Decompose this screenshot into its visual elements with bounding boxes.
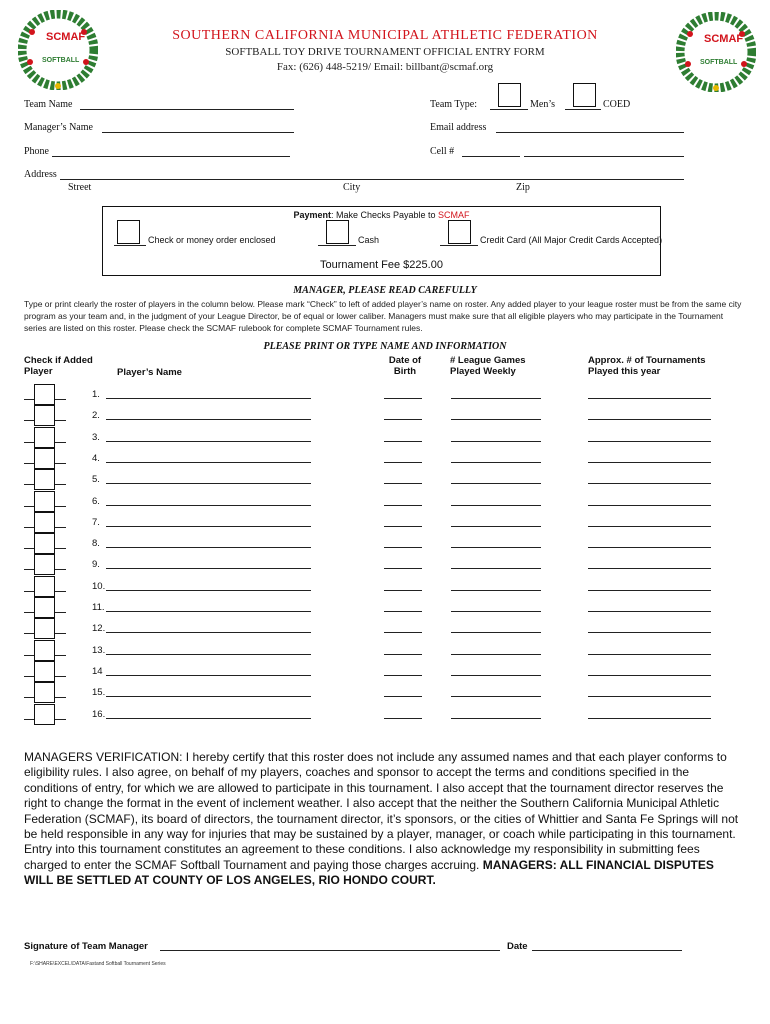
row-number: 11.	[92, 602, 105, 613]
check-payment-label: Check or money order enclosed	[148, 235, 276, 245]
league-games-field[interactable]	[451, 645, 541, 655]
row-number: 5.	[92, 474, 100, 485]
tournaments-field[interactable]	[588, 453, 711, 463]
cell-label: Cell #	[430, 146, 455, 157]
league-games-field[interactable]	[451, 453, 541, 463]
email-label: Email address	[430, 122, 487, 133]
added-player-checkbox[interactable]	[34, 427, 55, 448]
team-name-field[interactable]	[80, 100, 294, 110]
dob-field[interactable]	[384, 602, 422, 612]
tournaments-field[interactable]	[588, 623, 711, 633]
tournaments-field[interactable]	[588, 432, 711, 442]
roster-row	[24, 491, 744, 512]
player-name-field[interactable]	[106, 432, 311, 442]
added-player-checkbox[interactable]	[34, 384, 55, 405]
row-number: 12.	[92, 623, 106, 634]
payment-text: : Make Checks Payable to	[330, 210, 439, 220]
payment-payee: SCMAF	[438, 210, 470, 220]
payment-instruction	[102, 210, 661, 220]
managers-verification	[24, 750, 744, 889]
added-player-checkbox[interactable]	[34, 640, 55, 661]
team-type-label: Team Type:	[430, 99, 478, 110]
phone-field[interactable]	[52, 147, 290, 157]
roster-row	[24, 469, 744, 490]
player-name-field[interactable]	[106, 709, 311, 719]
tournaments-field[interactable]	[588, 645, 711, 655]
tournaments-field[interactable]	[588, 389, 711, 399]
zip-label: Zip	[516, 182, 530, 193]
svg-text:SOFTBALL: SOFTBALL	[42, 57, 80, 64]
cell-area-field[interactable]	[462, 147, 520, 157]
added-player-checkbox[interactable]	[34, 704, 55, 725]
cell-number-field[interactable]	[524, 147, 684, 157]
player-name-field[interactable]	[106, 687, 311, 697]
row-number: 3.	[92, 432, 100, 443]
row-number: 4.	[92, 453, 100, 464]
col-dob-header	[385, 355, 425, 377]
col-check-header	[24, 355, 93, 377]
address-label: Address	[24, 169, 57, 180]
player-name-field[interactable]	[106, 645, 311, 655]
address-field[interactable]	[60, 170, 684, 180]
league-games-field[interactable]	[451, 666, 541, 676]
cash-payment-label: Cash	[358, 235, 380, 245]
verification-bold-text: MANAGERS: ALL FINANCIAL DISPUTES WILL BE SETTLED AT COUNTY OF LOS ANGELES, RIO HONDO COURT.	[24, 857, 714, 888]
roster-row	[24, 512, 744, 533]
added-player-checkbox[interactable]	[34, 405, 55, 426]
date-field[interactable]	[532, 942, 682, 951]
contact-info: Fax: (626) 448-5219/ Email: billbant@scmaf.org	[276, 61, 494, 73]
player-name-field[interactable]	[106, 410, 311, 420]
col-name-header: Player’s Name	[117, 367, 182, 378]
signature-label: Signature of Team Manager	[24, 941, 148, 952]
roster-row	[24, 533, 744, 554]
dob-field[interactable]	[384, 687, 422, 697]
form-title: SOUTHERN CALIFORNIA MUNICIPAL ATHLETIC FEDERATION	[172, 28, 598, 43]
tournaments-field[interactable]	[588, 410, 711, 420]
row-number: 6.	[92, 496, 100, 507]
dob-field[interactable]	[384, 666, 422, 676]
league-games-field[interactable]	[451, 602, 541, 612]
league-games-field[interactable]	[451, 432, 541, 442]
city-label: City	[343, 182, 361, 193]
dob-field[interactable]	[384, 432, 422, 442]
card-payment-checkbox[interactable]	[448, 220, 471, 244]
player-name-field[interactable]	[106, 666, 311, 676]
dob-field[interactable]	[384, 453, 422, 463]
player-name-field[interactable]	[106, 538, 311, 548]
mens-checkbox[interactable]	[498, 83, 521, 107]
tournaments-field[interactable]	[588, 709, 711, 719]
league-games-field[interactable]	[451, 410, 541, 420]
manager-notice-text: Type or print clearly the roster of players in the column below. Please mark “Check” to left of added player’s name on roster. Any added player to your league roster must be from the same city program as your team and, in the judgment of your League Director, be of equal or lower caliber. Managers must make sure that all eligible players who may participate in the Tournament series are listed on this roster. Please check the SCMAF rulebook for complete SCMAF Tournament rules.	[24, 299, 742, 333]
dob-field[interactable]	[384, 474, 422, 484]
roster-row	[24, 448, 744, 469]
form-subtitle: SOFTBALL TOY DRIVE TOURNAMENT OFFICIAL ENTRY FORM	[225, 46, 545, 58]
dob-field[interactable]	[384, 496, 422, 506]
email-field[interactable]	[496, 123, 684, 133]
league-games-field[interactable]	[451, 559, 541, 569]
roster-row	[24, 427, 744, 448]
added-player-checkbox[interactable]	[34, 491, 55, 512]
added-player-checkbox[interactable]	[34, 554, 55, 575]
svg-text:SOFTBALL: SOFTBALL	[700, 59, 738, 66]
player-name-field[interactable]	[106, 453, 311, 463]
tournament-fee: Tournament Fee $225.00	[320, 259, 443, 271]
roster-row	[24, 661, 744, 682]
team-name-label: Team Name	[24, 99, 73, 110]
added-player-checkbox[interactable]	[34, 597, 55, 618]
player-name-field[interactable]	[106, 623, 311, 633]
date-label: Date	[507, 941, 528, 952]
row-number: 15.	[92, 687, 106, 698]
check-payment-checkbox[interactable]	[117, 220, 140, 244]
coed-label: COED	[603, 99, 631, 110]
signature-field[interactable]	[160, 942, 500, 951]
tournaments-field[interactable]	[588, 687, 711, 697]
col-games-line2: Played Weekly	[450, 366, 516, 377]
league-games-field[interactable]	[451, 709, 541, 719]
dob-field[interactable]	[384, 559, 422, 569]
dob-field[interactable]	[384, 581, 422, 591]
tournaments-field[interactable]	[588, 496, 711, 506]
manager-name-field[interactable]	[102, 123, 294, 133]
player-name-field[interactable]	[106, 496, 311, 506]
row-number: 1.	[92, 389, 100, 400]
tournaments-field[interactable]	[588, 559, 711, 569]
row-number: 16.	[92, 709, 106, 720]
league-games-field[interactable]	[451, 474, 541, 484]
row-number: 9.	[92, 559, 100, 570]
tournaments-field[interactable]	[588, 538, 711, 548]
roster-row	[24, 384, 744, 405]
dob-field[interactable]	[384, 645, 422, 655]
player-name-field[interactable]	[106, 474, 311, 484]
added-player-checkbox[interactable]	[34, 533, 55, 554]
row-number: 13.	[92, 645, 106, 656]
roster-row	[24, 704, 744, 725]
dob-field[interactable]	[384, 389, 422, 399]
row-number: 7.	[92, 517, 100, 528]
tournaments-field[interactable]	[588, 517, 711, 527]
roster-row	[24, 640, 744, 661]
roster-row	[24, 554, 744, 575]
svg-text:SCMAF: SCMAF	[704, 33, 744, 45]
player-name-field[interactable]	[106, 517, 311, 527]
dob-field[interactable]	[384, 538, 422, 548]
row-number: 14	[92, 666, 103, 677]
tournaments-field[interactable]	[588, 666, 711, 676]
dob-field[interactable]	[384, 709, 422, 719]
tournaments-field[interactable]	[588, 581, 711, 591]
dob-field[interactable]	[384, 623, 422, 633]
col-dob-line1: Date of	[388, 355, 422, 366]
added-player-checkbox[interactable]	[34, 469, 55, 490]
row-number: 8.	[92, 538, 100, 549]
col-games-line1: # League Games	[450, 355, 526, 366]
player-name-field[interactable]	[106, 602, 311, 612]
roster-row	[24, 597, 744, 618]
dob-field[interactable]	[384, 517, 422, 527]
col-tourn-line1: Approx. # of Tournaments	[588, 355, 706, 366]
added-player-checkbox[interactable]	[34, 576, 55, 597]
col-tourn-header	[588, 355, 706, 377]
svg-text:SCMAF: SCMAF	[46, 31, 86, 43]
added-player-checkbox[interactable]	[34, 448, 55, 469]
phone-label: Phone	[24, 146, 49, 157]
manager-name-label: Manager’s Name	[24, 122, 93, 133]
col-games-header	[450, 355, 526, 377]
player-name-field[interactable]	[106, 581, 311, 591]
tournaments-field[interactable]	[588, 474, 711, 484]
payment-label: Payment	[293, 210, 331, 220]
mens-label: Men’s	[530, 99, 555, 110]
league-games-field[interactable]	[451, 538, 541, 548]
file-path-footer: F:\SHARE\EXCEL\DATA\Fastand Softball Tournament Series	[30, 961, 166, 967]
added-player-checkbox[interactable]	[34, 512, 55, 533]
league-games-field[interactable]	[451, 517, 541, 527]
roster-row	[24, 682, 744, 703]
league-games-field[interactable]	[451, 581, 541, 591]
roster-row	[24, 576, 744, 597]
roster-heading: PLEASE PRINT OR TYPE NAME AND INFORMATION	[263, 341, 507, 352]
roster-row	[24, 405, 744, 426]
roster-row	[24, 618, 744, 639]
col-check-line2: Player	[24, 366, 53, 377]
street-label: Street	[68, 182, 92, 193]
col-check-line1: Check if Added	[24, 355, 93, 366]
row-number: 10.	[92, 581, 106, 592]
league-games-field[interactable]	[451, 389, 541, 399]
coed-checkbox[interactable]	[573, 83, 596, 107]
col-tourn-line2: Played this year	[588, 366, 661, 377]
col-dob-line2: Birth	[393, 366, 417, 377]
tournaments-field[interactable]	[588, 602, 711, 612]
cash-payment-checkbox[interactable]	[326, 220, 349, 244]
row-number: 2.	[92, 410, 100, 421]
card-payment-label: Credit Card (All Major Credit Cards Accepted)	[480, 235, 663, 245]
verification-text: MANAGERS VERIFICATION: I hereby certify that this roster does not include any assumed names and that each player conforms to eligibility rules. I also agree, on behalf of my players, coaches and sponsor to accept the terms and conditions specified in the conditions of entry, for which we are allowed to participate in this tournament. I also accept that the tournament director reserves the right to change the format in the event of inclement weather. I also accept that the neither the Southern California Municipal Athletic Federation (SCMAF), its board of directors, the tournament director, it’s sponsors, or the cities of Whittier and Santa Fe Springs will not be held responsible in any way for injuries that may be sustained by a player, manager, or coach while participating in this tournament. Entry into this tournament constitutes an agreement to these conditions. I also acknowledge my responsibility in submitting fees charged to enter the SCMAF Softball Tournament and paying those charges accruing.	[24, 750, 739, 872]
league-games-field[interactable]	[451, 687, 541, 697]
league-games-field[interactable]	[451, 496, 541, 506]
league-games-field[interactable]	[451, 623, 541, 633]
player-name-field[interactable]	[106, 559, 311, 569]
manager-notice-heading: MANAGER, PLEASE READ CAREFULLY	[293, 285, 477, 296]
added-player-checkbox[interactable]	[34, 618, 55, 639]
added-player-checkbox[interactable]	[34, 682, 55, 703]
player-name-field[interactable]	[106, 389, 311, 399]
added-player-checkbox[interactable]	[34, 661, 55, 682]
dob-field[interactable]	[384, 410, 422, 420]
